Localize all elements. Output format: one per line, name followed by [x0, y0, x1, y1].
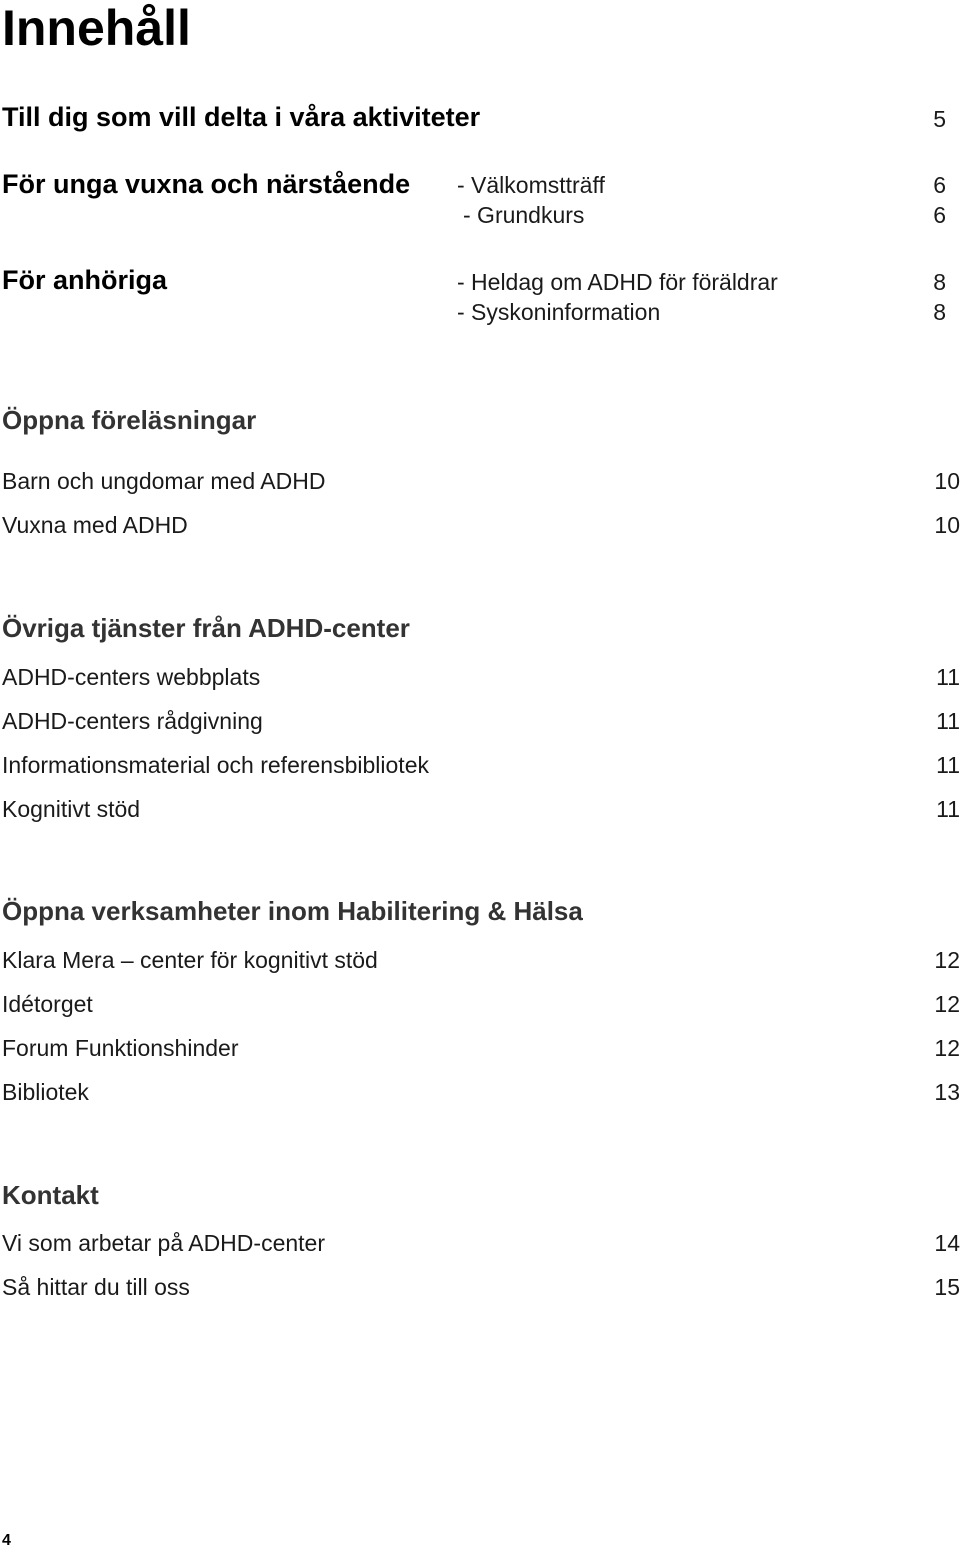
toc-entry-page: 12: [934, 947, 960, 973]
toc-entry-page: 14: [934, 1230, 960, 1256]
toc-entry-page: 11: [936, 664, 960, 690]
toc-heading-activities: Till dig som vill delta i våra aktiviteter: [2, 102, 481, 132]
toc-entry-page: 8: [933, 299, 946, 325]
page-number: 4: [2, 1532, 11, 1549]
toc-entry-label: Klara Mera – center för kognitivt stöd: [2, 947, 378, 973]
toc-entry-label: - Grundkurs: [463, 202, 585, 228]
toc-entry-page: 11: [936, 796, 960, 822]
toc-entry-label: Kognitivt stöd: [2, 796, 141, 822]
toc-entry-label: - Heldag om ADHD för föräldrar: [457, 269, 778, 295]
toc-entry-page: 11: [936, 752, 960, 778]
toc-entry-page: 11: [936, 708, 960, 734]
toc-heading-open-activities: Öppna verksamheter inom Habilitering & Hälsa: [2, 896, 583, 926]
toc-entry-page: 10: [934, 512, 960, 538]
toc-entry-label: - Syskoninformation: [457, 299, 661, 325]
toc-heading-services: Övriga tjänster från ADHD-center: [2, 613, 410, 643]
toc-entry-label: Barn och ungdomar med ADHD: [2, 468, 326, 494]
toc-entry-label: Bibliotek: [2, 1079, 89, 1105]
toc-entry-label: ADHD-centers rådgivning: [2, 708, 263, 734]
toc-entry-label: Vi som arbetar på ADHD-center: [2, 1230, 325, 1256]
toc-heading-contact: Kontakt: [2, 1180, 99, 1210]
toc-entry-label: Forum Funktionshinder: [2, 1035, 239, 1061]
toc-entry-label: ADHD-centers webbplats: [2, 664, 261, 690]
page-title: Innehåll: [2, 0, 191, 56]
toc-entry-label: Så hittar du till oss: [2, 1274, 190, 1300]
toc-heading-relatives: För anhöriga: [2, 265, 168, 295]
toc-entry-page: 12: [934, 991, 960, 1017]
toc-entry-page: 15: [934, 1274, 960, 1300]
toc-heading-lectures: Öppna föreläsningar: [2, 405, 257, 435]
toc-entry-label: Idétorget: [2, 991, 93, 1017]
toc-heading-young-adults: För unga vuxna och närstående: [2, 169, 411, 199]
toc-page-activities: 5: [933, 106, 946, 132]
toc-entry-page: 12: [934, 1035, 960, 1061]
toc-entry-label: - Välkomstträff: [457, 172, 605, 198]
toc-entry-page: 10: [934, 468, 960, 494]
toc-entry-page: 8: [933, 269, 946, 295]
toc-entry-label: Vuxna med ADHD: [2, 512, 188, 538]
toc-entry-page: 6: [933, 172, 946, 198]
toc-entry-page: 6: [933, 202, 946, 228]
toc-entry-page: 13: [934, 1079, 960, 1105]
toc-entry-label: Informationsmaterial och referensbibliotek: [2, 752, 429, 778]
